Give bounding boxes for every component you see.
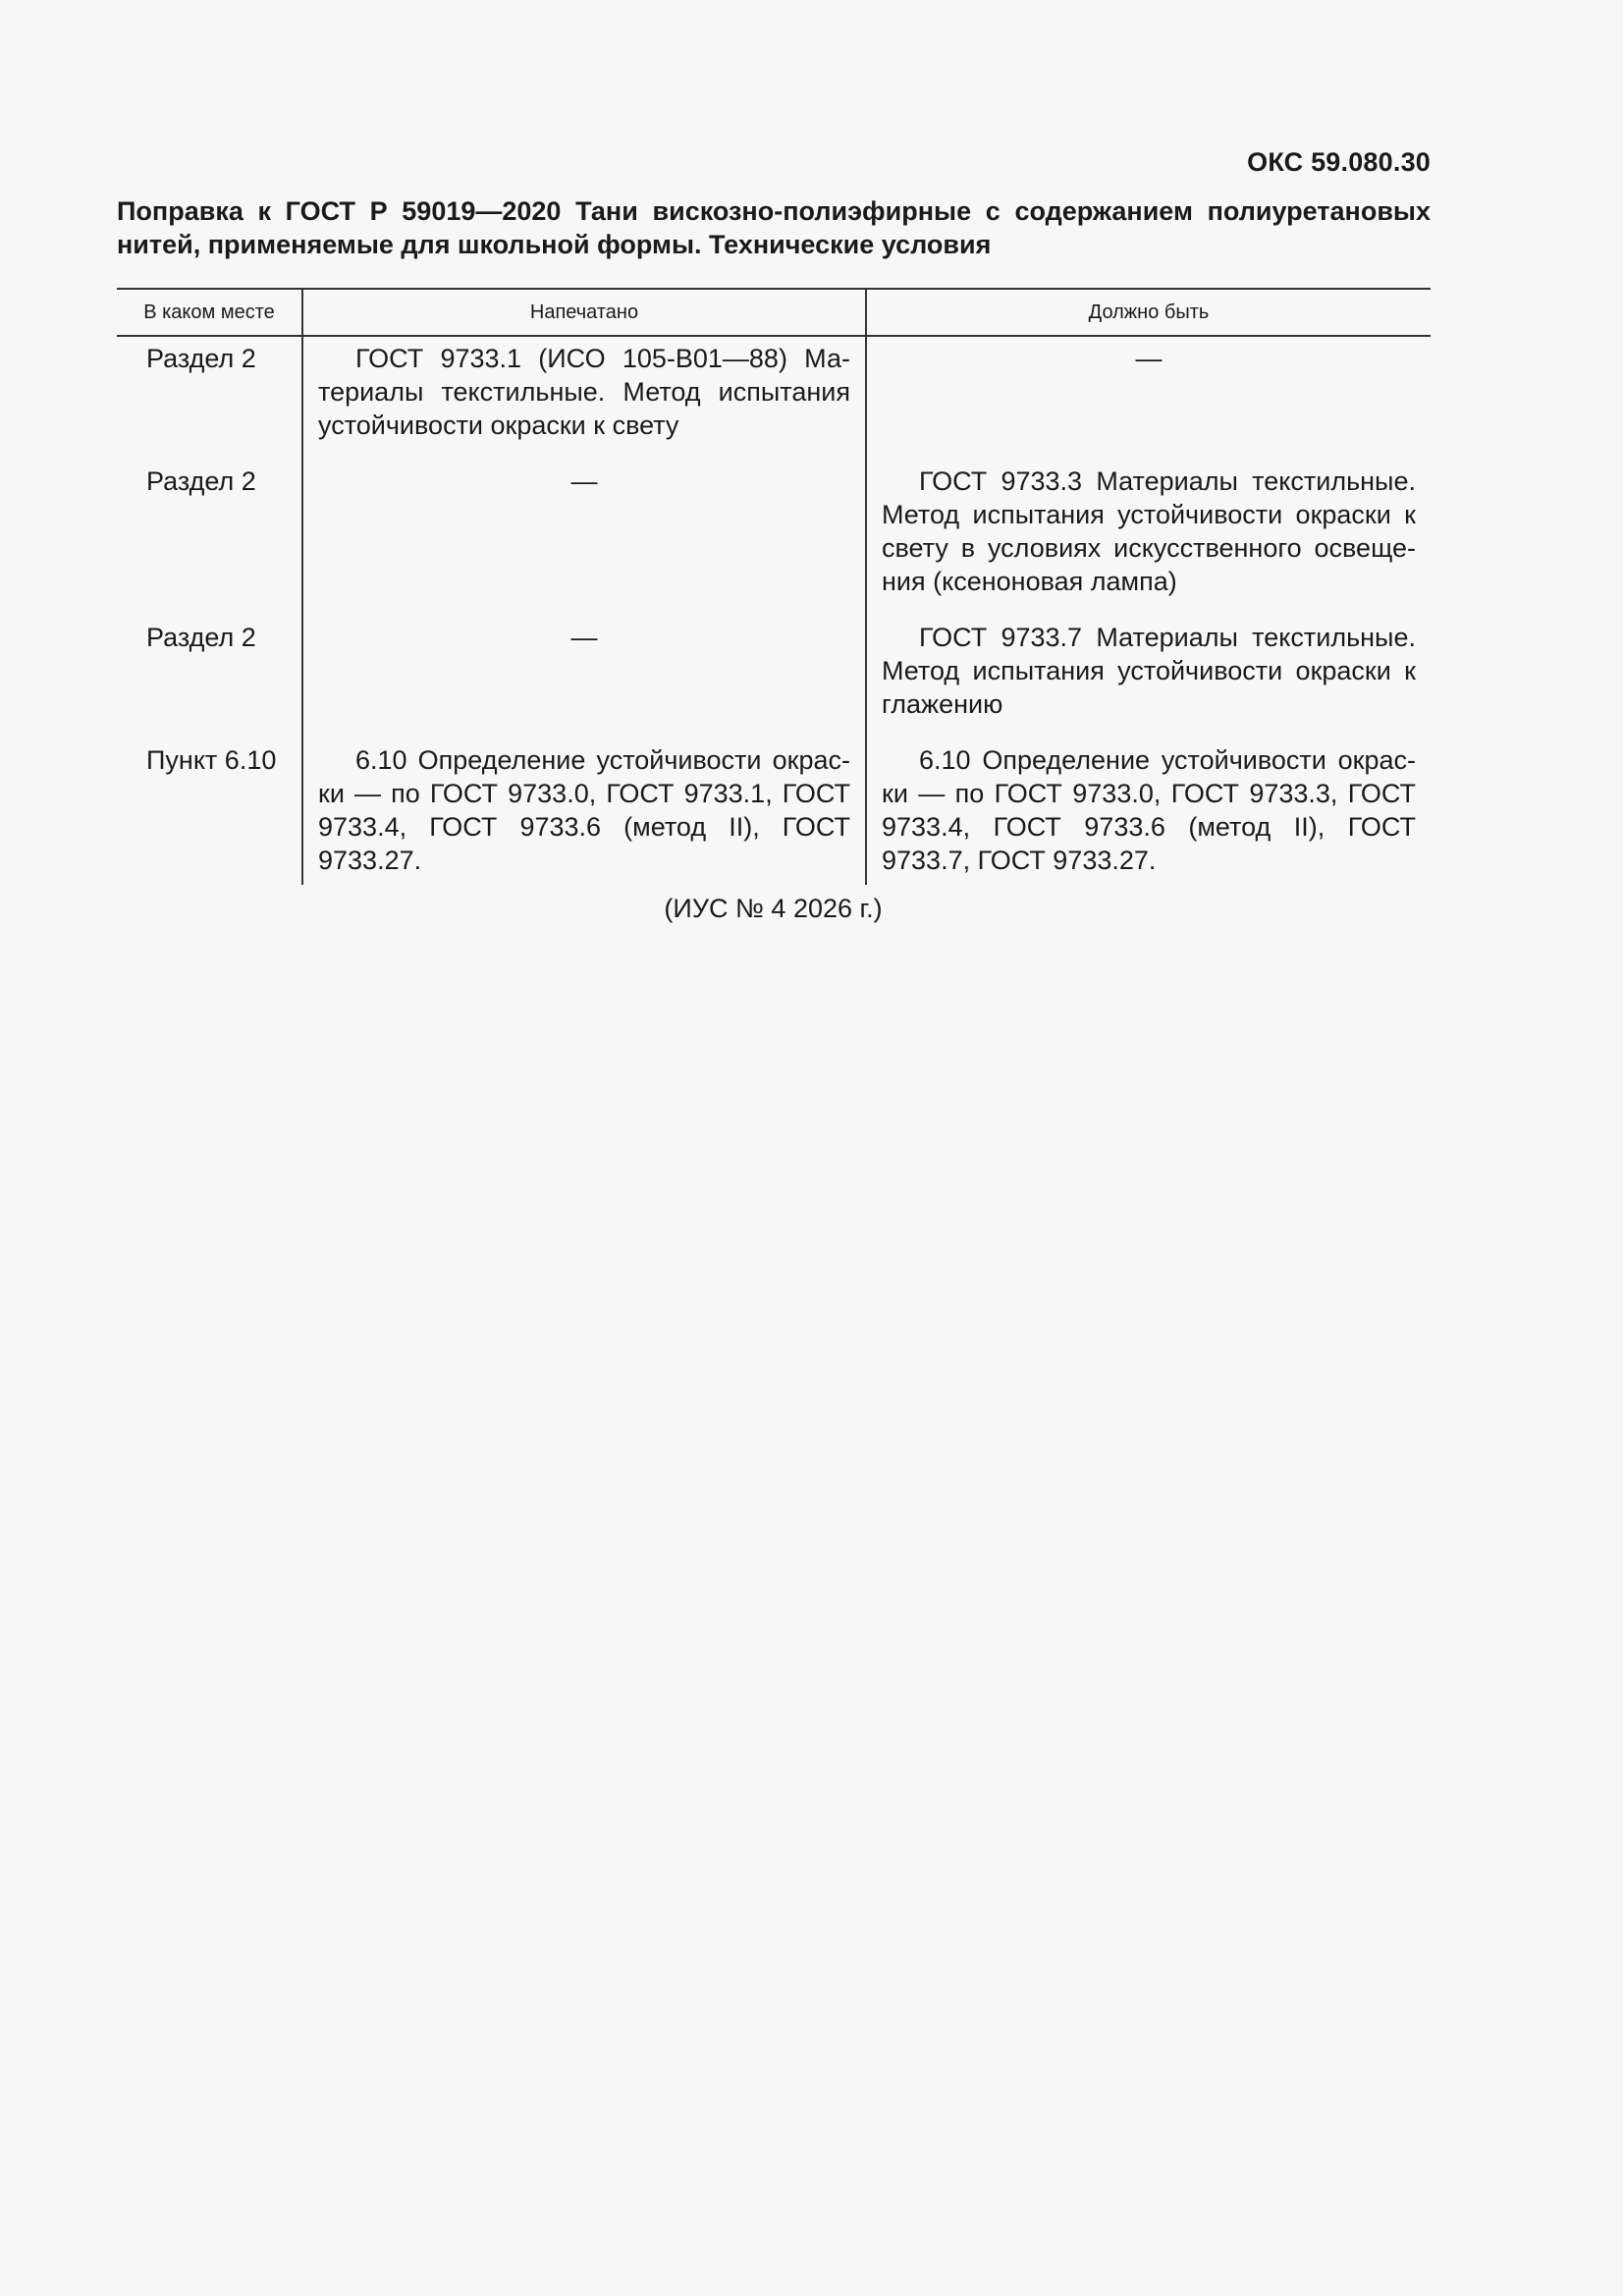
- document-title: Поправка к ГОСТ Р 59019—2020 Тани вискозно-полиэфирные с содержанием полиуретановых нитей, применяемые для школьной формы. Технические условия: [117, 196, 1431, 259]
- cell-printed: ГОСТ 9733.1 (ИСО 105-В01—88) Материалы текстильные. Метод испытания устойчивости окраски к свету: [302, 336, 866, 460]
- cell-printed: —: [302, 616, 866, 738]
- column-header-place: В каком месте: [117, 289, 302, 336]
- table-row: [117, 460, 1431, 616]
- column-header-should-be: Должно быть: [866, 289, 1431, 336]
- cell-place: Раздел 2: [146, 466, 256, 496]
- cell-should-be: ГОСТ 9733.7 Материалы текстильные. Метод испытания устойчивости окраски к глажению: [866, 616, 1431, 738]
- cell-should-be: ГОСТ 9733.3 Материалы текстильные. Метод испытания устойчивости окраски к свету в условиях искусственного освещения (ксеноновая лампа): [866, 460, 1431, 616]
- ius-reference: (ИУС № 4 2026 г.): [664, 894, 883, 923]
- cell-place: Пункт 6.10: [146, 745, 277, 775]
- table-row: [117, 616, 1431, 738]
- cell-place: Раздел 2: [146, 623, 256, 652]
- amendment-table: [117, 288, 1431, 885]
- cell-place: Раздел 2: [146, 344, 256, 373]
- table-header-row: [117, 289, 1431, 336]
- cell-should-be: —: [866, 336, 1431, 460]
- cell-should-be: 6.10 Определение устойчивости окраски — по ГОСТ 9733.0, ГОСТ 9733.3, ГОСТ 9733.4, ГОСТ 9733.6 (метод II), ГОСТ 9733.7, ГОСТ 9733.27.: [866, 738, 1431, 885]
- cell-printed: 6.10 Определение устойчивости окраски — по ГОСТ 9733.0, ГОСТ 9733.1, ГОСТ 9733.4, ГОСТ 9733.6 (метод II), ГОСТ 9733.27.: [302, 738, 866, 885]
- table-row: [117, 738, 1431, 885]
- classification-code: ОКС 59.080.30: [1247, 147, 1431, 177]
- column-header-printed: Напечатано: [302, 289, 866, 336]
- cell-printed: —: [302, 460, 866, 616]
- table-row: [117, 336, 1431, 460]
